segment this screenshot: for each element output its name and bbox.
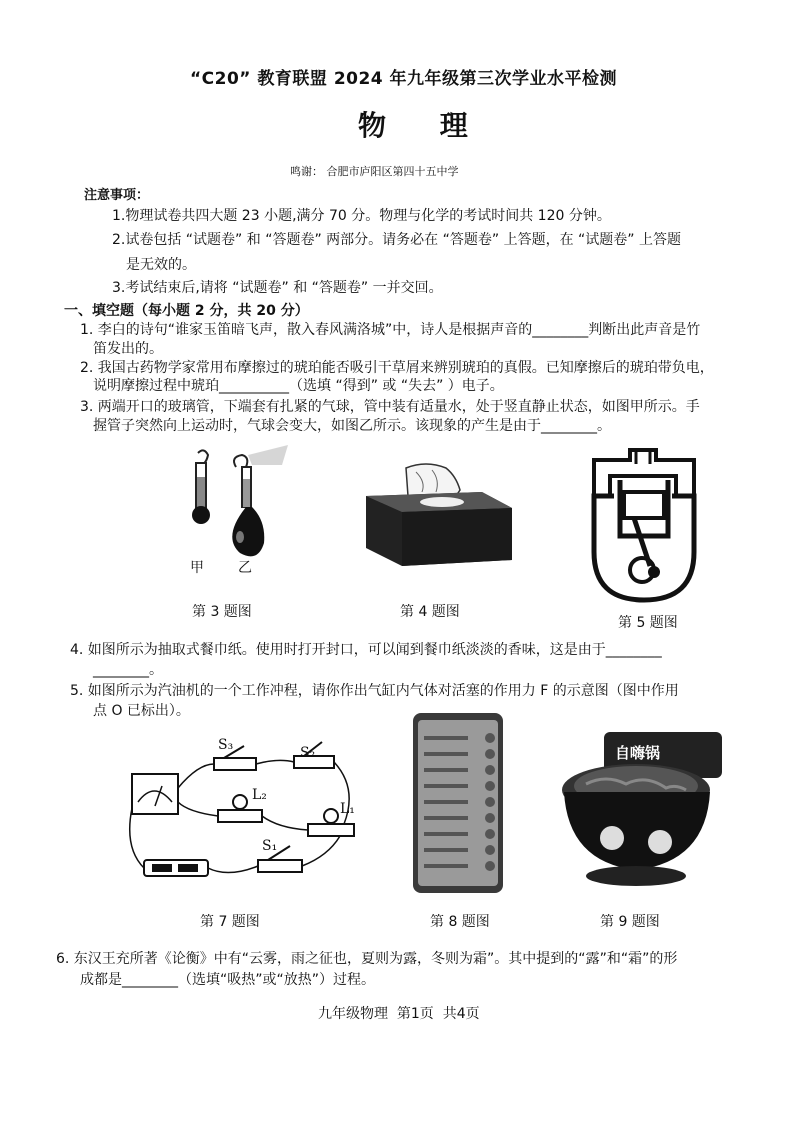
figure-7-label-s3: S₃ (218, 737, 234, 753)
note-item-2: 2.试卷包括 “试题卷” 和 “答题卷” 两部分。请务必在 “答题卷” 上答题，在 “试题卷” 上答题 (112, 232, 681, 248)
question-1-line-2: 笛发出的。 (93, 341, 163, 357)
question-6-line-1: 6. 东汉王充所著《论衡》中有“云雾，雨之征也，夏则为露，冬则为霜”。其中提到的“露”和“霜”的形 (56, 951, 678, 967)
section-heading: 一、填空题（每小题 2 分，共 20 分） (64, 303, 309, 319)
figure-5-caption: 第 5 题图 (618, 615, 678, 631)
question-1-line-1: 1. 李白的诗句“谁家玉笛暗飞声，散入春风满洛城”中，诗人是根据声音的________判断出此声音是竹 (80, 322, 701, 338)
question-2-line-1: 2. 我国古药物学家常用布摩擦过的琥珀能否吸引干草屑来辨别琥珀的真假。已知摩擦后的琥珀带负电， (80, 360, 714, 376)
figure-4-image (362, 462, 522, 572)
figure-7-label-s1: S₁ (262, 838, 278, 854)
figure-3-caption: 第 3 题图 (192, 604, 252, 620)
subject-title: 物 理 (358, 109, 490, 142)
figure-3-label-jia: 甲 (190, 560, 204, 576)
question-4-line-1: 4. 如图所示为抽取式餐巾纸。使用时打开封口，可以闻到餐巾纸淡淡的香味，这是由于________ (70, 642, 662, 658)
figure-7-label-s2: S₂ (300, 745, 316, 761)
note-item-3: 3.考试结束后,请将 “试题卷” 和 “答题卷” 一并交回。 (112, 280, 443, 296)
note-item-2-cont: 是无效的。 (126, 257, 196, 273)
notes-heading: 注意事项： (84, 188, 150, 203)
figure-8-caption: 第 8 题图 (430, 914, 490, 930)
figure-9-brand: 自嗨锅 (615, 744, 661, 762)
question-5-line-2: 点 O 已标出）。 (93, 703, 190, 719)
question-4-line-2: ________。 (93, 662, 163, 678)
question-6-line-2: 成都是________（选填“吸热”或“放热”）过程。 (80, 972, 376, 988)
question-3-line-1: 3. 两端开口的玻璃管，下端套有扎紧的气球，管中装有适量水，处于竖直静止状态，如图甲所示。手 (80, 399, 700, 415)
exam-title: “C20” 教育联盟 2024 年九年级第三次学业水平检测 (190, 69, 618, 89)
figure-8-image (412, 712, 504, 894)
question-3-line-2: 握管子突然向上运动时，气球会变大，如图乙所示。该现象的产生是由于________。 (93, 418, 611, 434)
figure-9-caption: 第 9 题图 (600, 914, 660, 930)
figure-7-image (118, 728, 368, 888)
question-5-line-1: 5. 如图所示为汽油机的一个工作冲程，请你作出气缸内气体对活塞的作用力 F 的示意图（图中作用 (70, 683, 679, 699)
figure-7-label-l1: L₁ (340, 801, 355, 817)
figure-5-image (580, 446, 710, 604)
figure-7-caption: 第 7 题图 (200, 914, 260, 930)
figure-3-label-yi: 乙 (238, 560, 252, 576)
page-footer: 九年级物理 第1页 共4页 (318, 1006, 480, 1022)
figure-4-caption: 第 4 题图 (400, 604, 460, 620)
acknowledgement: 鸣谢： 合肥市庐阳区第四十五中学 (290, 165, 459, 178)
question-2-line-2: 说明摩擦过程中琥珀__________（选填 “得到” 或 “失去” ）电子。 (93, 378, 504, 394)
figure-7-label-l2: L₂ (252, 787, 267, 803)
note-item-1: 1.物理试卷共四大题 23 小题,满分 70 分。物理与化学的考试时间共 120 分钟。 (112, 208, 611, 224)
